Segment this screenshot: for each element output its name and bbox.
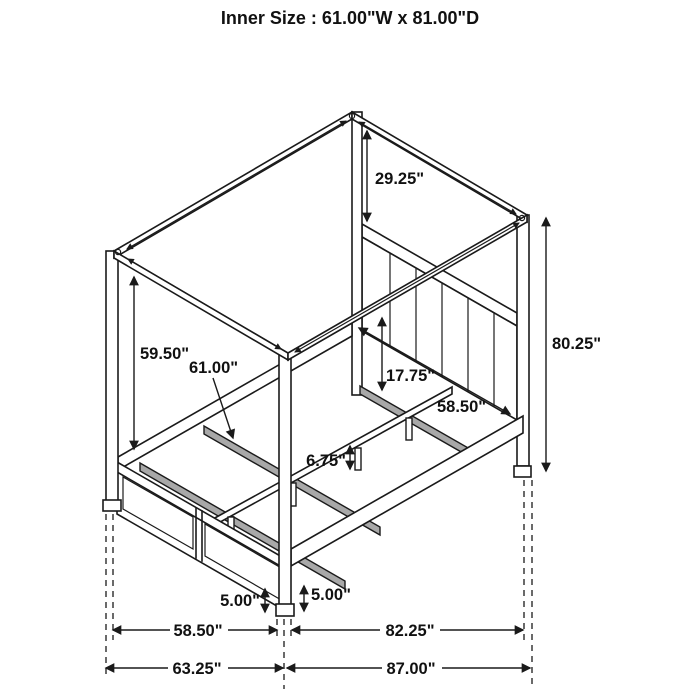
label-overall-height: 80.25" bbox=[552, 335, 602, 353]
dimension-row-footprint-inner bbox=[113, 622, 523, 640]
inner-depth-arrow bbox=[127, 121, 346, 249]
label-overall-width: 63.25" bbox=[172, 660, 222, 678]
dimension-row-overall bbox=[106, 660, 530, 678]
post-rear-left bbox=[352, 112, 362, 395]
label-headboard-clearance: 17.75" bbox=[386, 367, 436, 385]
label-slat-width: 61.00" bbox=[189, 359, 239, 377]
inner-width-front-arrow bbox=[128, 259, 281, 349]
post-front-right bbox=[276, 353, 294, 616]
post-front-left-foot bbox=[103, 500, 121, 511]
label-foot-height-right: 5.00" bbox=[311, 586, 351, 604]
post-front-left-body bbox=[106, 251, 118, 501]
post-front-right-foot bbox=[276, 604, 294, 616]
support-leg-4 bbox=[406, 418, 412, 440]
slat-rear bbox=[360, 386, 470, 457]
post-rear-right-foot bbox=[514, 466, 531, 477]
label-front-width-span: 58.50" bbox=[173, 622, 223, 640]
support-leg-3 bbox=[355, 448, 361, 470]
canopy-rail-front-width bbox=[114, 251, 288, 360]
post-rear-right bbox=[514, 215, 531, 477]
label-post-height: 59.50" bbox=[140, 345, 190, 363]
label-support-leg-height: 6.75" bbox=[306, 452, 346, 470]
label-foot-height-left: 5.00" bbox=[220, 592, 260, 610]
post-rear-left-body bbox=[352, 112, 362, 395]
label-overall-depth: 87.00" bbox=[386, 660, 436, 678]
inner-width-rear-arrow bbox=[359, 122, 516, 214]
post-front-right-body bbox=[279, 353, 291, 605]
headboard bbox=[362, 224, 517, 420]
post-front-left bbox=[103, 251, 121, 511]
label-side-depth-span: 82.25" bbox=[385, 622, 435, 640]
label-canopy-to-headboard: 29.25" bbox=[375, 170, 425, 188]
inner-size-title: Inner Size : 61.00"W x 81.00"D bbox=[220, 8, 480, 28]
label-headboard-width: 58.50" bbox=[437, 398, 487, 416]
